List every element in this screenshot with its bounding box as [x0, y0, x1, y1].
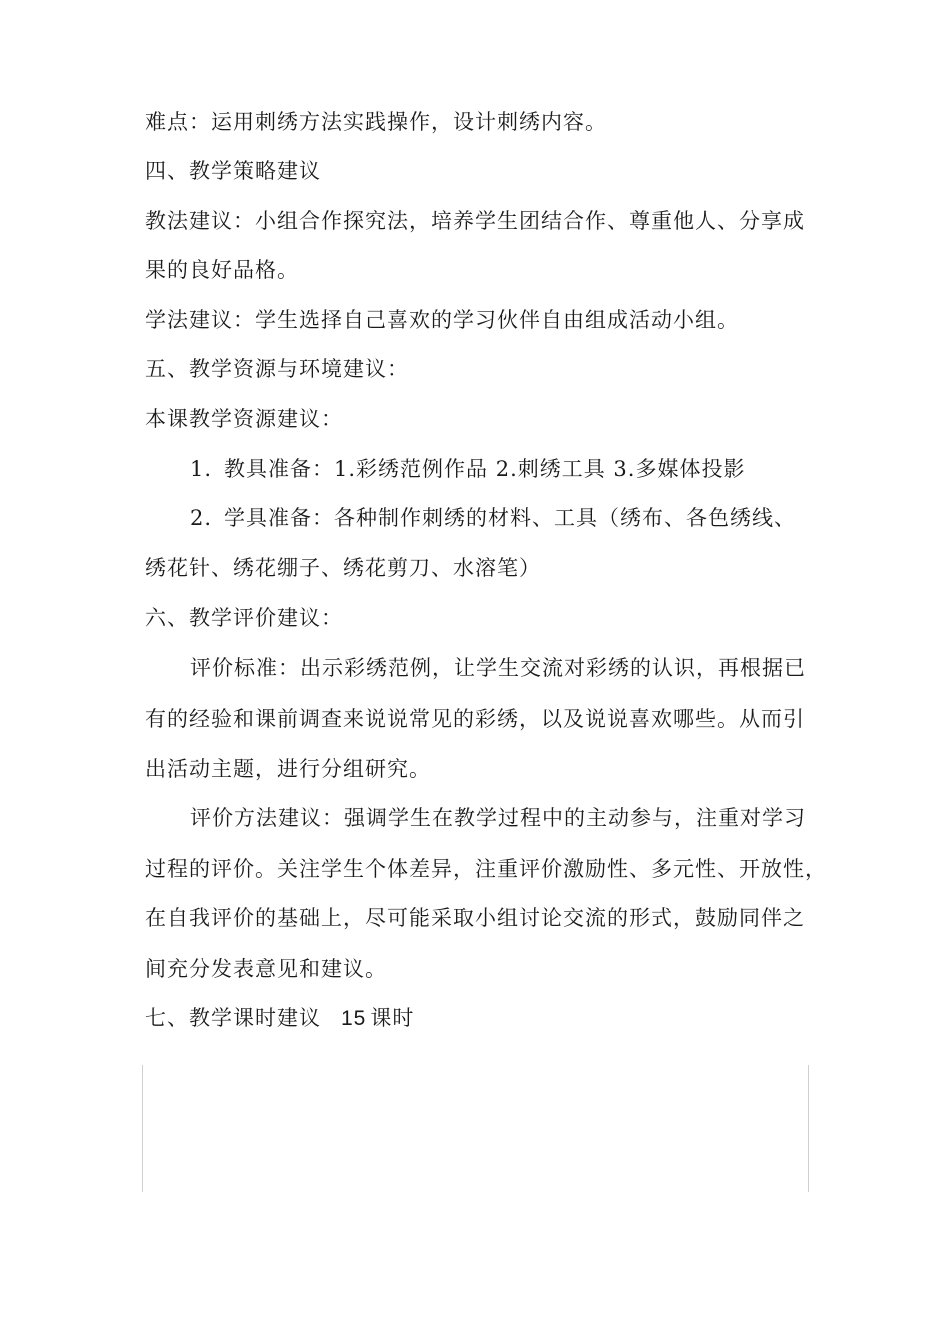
- section-7-heading: [145, 1004, 414, 1033]
- section-6-heading: 六、教学评价建议：: [145, 606, 343, 630]
- section-5-heading: 五、教学资源与环境建议：: [145, 357, 409, 381]
- eval-method-line-4: 间充分发表意见和建议。: [145, 957, 387, 981]
- list-item-1-number: 1.: [190, 457, 213, 481]
- list-item-1: [190, 455, 745, 483]
- eval-method-line-1: 评价方法建议：强调学生在教学过程中的主动参与，注重对学习: [190, 806, 806, 830]
- list-item-2-number: 2.: [190, 506, 213, 530]
- list-item-1-text: 教具准备：1.彩绣范例作品 2.刺绣工具 3.多媒体投影: [224, 457, 746, 481]
- section-4-heading: 四、教学策略建议: [145, 159, 321, 183]
- section-7-hours: 15: [341, 1007, 367, 1030]
- eval-method-line-2: 过程的评价。关注学生个体差异，注重评价激励性、多元性、开放性，: [145, 857, 827, 881]
- teach-method-line-1: 教法建议：小组合作探究法，培养学生团结合作、尊重他人、分享成: [145, 209, 805, 233]
- learn-method-text: 学法建议：学生选择自己喜欢的学习伙伴自由组成活动小组。: [145, 308, 739, 332]
- difficulty-text: 难点：运用刺绣方法实践操作，设计刺绣内容。: [145, 110, 607, 134]
- teach-method-line-2: 果的良好品格。: [145, 258, 299, 282]
- eval-standard-line-2: 有的经验和课前调查来说说常见的彩绣，以及说说喜欢哪些。从而引: [145, 707, 805, 731]
- list-item-2: [190, 504, 796, 532]
- eval-method-line-3: 在自我评价的基础上，尽可能采取小组讨论交流的形式，鼓励同伴之: [145, 906, 805, 930]
- eval-standard-line-1: 评价标准：出示彩绣范例，让学生交流对彩绣的认识，再根据已: [190, 656, 806, 680]
- list-item-2-text: 学具准备：各种制作刺绣的材料、工具（绣布、各色绣线、: [224, 506, 796, 530]
- resources-title: 本课教学资源建议：: [145, 407, 343, 431]
- table-border-left: [142, 1065, 143, 1192]
- eval-standard-line-3: 出活动主题，进行分组研究。: [145, 757, 431, 781]
- section-7-unit: 课时: [370, 1006, 415, 1030]
- list-item-2-continuation: 绣花针、绣花绷子、绣花剪刀、水溶笔）: [145, 556, 541, 580]
- section-7-label: 七、教学课时建议: [145, 1006, 321, 1030]
- table-border-right: [808, 1065, 809, 1192]
